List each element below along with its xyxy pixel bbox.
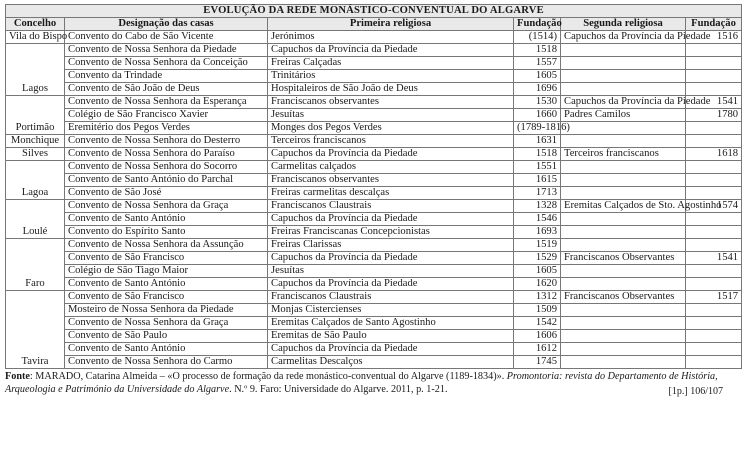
fundacao2-cell bbox=[686, 239, 742, 252]
fundacao2-cell bbox=[686, 265, 742, 278]
concelho-cell: Lagos bbox=[6, 44, 65, 96]
fundacao1-cell: 1745 bbox=[514, 356, 561, 369]
casa-cell: Convento de Nossa Senhora da Conceição bbox=[65, 57, 268, 70]
table-row bbox=[6, 213, 742, 226]
segunda-religiosa-cell bbox=[561, 161, 686, 174]
table-row bbox=[6, 174, 742, 187]
fundacao1-cell: 1542 bbox=[514, 317, 561, 330]
segunda-religiosa-cell bbox=[561, 304, 686, 317]
casa-cell: Convento do Espírito Santo bbox=[65, 226, 268, 239]
primeira-religiosa-cell: Monjas Cistercienses bbox=[268, 304, 514, 317]
fundacao2-cell bbox=[686, 213, 742, 226]
table-row bbox=[6, 265, 742, 278]
casa-cell: Convento de Santo António bbox=[65, 213, 268, 226]
fundacao1-cell: 1696 bbox=[514, 83, 561, 96]
fundacao1-cell: 1615 bbox=[514, 174, 561, 187]
primeira-religiosa-cell: Hospitaleiros de São João de Deus bbox=[268, 83, 514, 96]
segunda-religiosa-cell bbox=[561, 239, 686, 252]
casa-cell: Colégio de São Francisco Xavier bbox=[65, 109, 268, 122]
fundacao1-cell: 1557 bbox=[514, 57, 561, 70]
fundacao1-cell: 1530 bbox=[514, 96, 561, 109]
segunda-religiosa-cell: Terceiros franciscanos bbox=[561, 148, 686, 161]
fundacao1-cell: 1509 bbox=[514, 304, 561, 317]
primeira-religiosa-cell: Freiras Clarissas bbox=[268, 239, 514, 252]
fundacao2-cell bbox=[686, 122, 742, 135]
casa-cell: Convento da Trindade bbox=[65, 70, 268, 83]
segunda-religiosa-cell bbox=[561, 213, 686, 226]
primeira-religiosa-cell: Capuchos da Província da Piedade bbox=[268, 343, 514, 356]
casa-cell: Convento de São José bbox=[65, 187, 268, 200]
fundacao1-cell: 1519 bbox=[514, 239, 561, 252]
table-row bbox=[6, 317, 742, 330]
fundacao2-cell bbox=[686, 187, 742, 200]
casa-cell: Convento de Nossa Senhora da Graça bbox=[65, 200, 268, 213]
primeira-religiosa-cell: Freiras carmelitas descalças bbox=[268, 187, 514, 200]
casa-cell: Convento do Cabo de São Vicente bbox=[65, 31, 268, 44]
casa-cell: Convento de Nossa Senhora do Paraíso bbox=[65, 148, 268, 161]
segunda-religiosa-cell bbox=[561, 122, 686, 135]
fundacao1-cell: (1514) bbox=[514, 31, 561, 44]
casa-cell: Convento de Nossa Senhora do Carmo bbox=[65, 356, 268, 369]
fundacao2-cell bbox=[686, 161, 742, 174]
casa-cell: Colégio de São Tiago Maior bbox=[65, 265, 268, 278]
fundacao2-cell bbox=[686, 135, 742, 148]
concelho-cell: Faro bbox=[6, 239, 65, 291]
table-row bbox=[6, 57, 742, 70]
primeira-religiosa-cell: Eremitas de São Paulo bbox=[268, 330, 514, 343]
primeira-religiosa-cell: Capuchos da Província da Piedade bbox=[268, 148, 514, 161]
concelho-cell: Tavira bbox=[6, 291, 65, 369]
primeira-religiosa-cell: Capuchos da Província da Piedade bbox=[268, 44, 514, 57]
page-content bbox=[5, 4, 741, 396]
segunda-religiosa-cell bbox=[561, 57, 686, 70]
page-number: [1p.] 106/107 bbox=[668, 385, 723, 397]
segunda-religiosa-cell bbox=[561, 135, 686, 148]
table-row bbox=[6, 278, 742, 291]
column-header: Concelho bbox=[6, 18, 65, 31]
table-body bbox=[6, 31, 742, 369]
header-row bbox=[6, 18, 742, 31]
fundacao1-cell: 1631 bbox=[514, 135, 561, 148]
concelho-cell: Vila do Bispo bbox=[6, 31, 65, 44]
primeira-religiosa-cell: Trinitários bbox=[268, 70, 514, 83]
segunda-religiosa-cell: Franciscanos Observantes bbox=[561, 291, 686, 304]
fundacao2-cell: 1618 bbox=[686, 148, 742, 161]
casa-cell: Eremitério dos Pegos Verdes bbox=[65, 122, 268, 135]
table-row bbox=[6, 291, 742, 304]
primeira-religiosa-cell: Carmelitas Descalços bbox=[268, 356, 514, 369]
fundacao1-cell: 1605 bbox=[514, 70, 561, 83]
table-row bbox=[6, 200, 742, 213]
table-row bbox=[6, 70, 742, 83]
segunda-religiosa-cell bbox=[561, 44, 686, 57]
fundacao2-cell bbox=[686, 70, 742, 83]
fundacao1-cell: 1693 bbox=[514, 226, 561, 239]
segunda-religiosa-cell: Franciscanos Observantes bbox=[561, 252, 686, 265]
table-row bbox=[6, 356, 742, 369]
segunda-religiosa-cell bbox=[561, 265, 686, 278]
fundacao2-cell bbox=[686, 304, 742, 317]
fundacao2-cell bbox=[686, 83, 742, 96]
fundacao2-cell bbox=[686, 278, 742, 291]
table-row bbox=[6, 148, 742, 161]
casa-cell: Mosteiro de Nossa Senhora da Piedade bbox=[65, 304, 268, 317]
fundacao2-cell: 1516 bbox=[686, 31, 742, 44]
fundacao2-cell: 1517 bbox=[686, 291, 742, 304]
fundacao2-cell: 1574 bbox=[686, 200, 742, 213]
table-row bbox=[6, 135, 742, 148]
fundacao1-cell: 1518 bbox=[514, 44, 561, 57]
segunda-religiosa-cell: Padres Camilos bbox=[561, 109, 686, 122]
primeira-religiosa-cell: Freiras Franciscanas Concepcionistas bbox=[268, 226, 514, 239]
table-row bbox=[6, 44, 742, 57]
fundacao2-cell: 1780 bbox=[686, 109, 742, 122]
fundacao2-cell bbox=[686, 44, 742, 57]
primeira-religiosa-cell: Franciscanos Claustrais bbox=[268, 291, 514, 304]
segunda-religiosa-cell bbox=[561, 356, 686, 369]
casa-cell: Convento de São Paulo bbox=[65, 330, 268, 343]
concelho-cell: Silves bbox=[6, 148, 65, 161]
casa-cell: Convento de Santo António bbox=[65, 278, 268, 291]
table-row bbox=[6, 226, 742, 239]
source-text-after: . N.º 9. Faro: Universidade do Algarve. 2011, p. 1-21. bbox=[229, 383, 448, 395]
table-row bbox=[6, 239, 742, 252]
fundacao1-cell: 1606 bbox=[514, 330, 561, 343]
table-title: EVOLUÇÃO DA REDE MONÁSTICO-CONVENTUAL DO ALGARVE bbox=[6, 5, 742, 18]
casa-cell: Convento de Nossa Senhora do Socorro bbox=[65, 161, 268, 174]
casa-cell: Convento de Santo António bbox=[65, 343, 268, 356]
primeira-religiosa-cell: Freiras Calçadas bbox=[268, 57, 514, 70]
table-row bbox=[6, 304, 742, 317]
casa-cell: Convento de Nossa Senhora da Assunção bbox=[65, 239, 268, 252]
fundacao2-cell bbox=[686, 356, 742, 369]
fundacao2-cell: 1541 bbox=[686, 252, 742, 265]
table-row bbox=[6, 96, 742, 109]
segunda-religiosa-cell bbox=[561, 278, 686, 291]
fundacao1-cell: 1713 bbox=[514, 187, 561, 200]
primeira-religiosa-cell: Franciscanos observantes bbox=[268, 96, 514, 109]
table-row bbox=[6, 187, 742, 200]
fundacao1-cell: 1620 bbox=[514, 278, 561, 291]
fundacao1-cell: 1518 bbox=[514, 148, 561, 161]
fundacao2-cell bbox=[686, 174, 742, 187]
primeira-religiosa-cell: Eremitas Calçados de Santo Agostinho bbox=[268, 317, 514, 330]
fundacao2-cell: 1541 bbox=[686, 96, 742, 109]
casa-cell: Convento de Nossa Senhora da Esperança bbox=[65, 96, 268, 109]
column-header: Fundação bbox=[686, 18, 742, 31]
primeira-religiosa-cell: Terceiros franciscanos bbox=[268, 135, 514, 148]
segunda-religiosa-cell bbox=[561, 187, 686, 200]
fundacao1-cell: 1605 bbox=[514, 265, 561, 278]
primeira-religiosa-cell: Monges dos Pegos Verdes bbox=[268, 122, 514, 135]
primeira-religiosa-cell: Capuchos da Província da Piedade bbox=[268, 278, 514, 291]
segunda-religiosa-cell bbox=[561, 226, 686, 239]
fundacao2-cell bbox=[686, 317, 742, 330]
table-row bbox=[6, 83, 742, 96]
segunda-religiosa-cell: Capuchos da Província da Piedade bbox=[561, 96, 686, 109]
segunda-religiosa-cell bbox=[561, 70, 686, 83]
source-journal: Promontoria: revista do Departamento de História, Arqueologia e Património da Universidade do Algarve bbox=[5, 371, 718, 395]
segunda-religiosa-cell: Capuchos da Província da Piedade bbox=[561, 31, 686, 44]
convent-table bbox=[5, 4, 742, 369]
segunda-religiosa-cell bbox=[561, 330, 686, 343]
table-row bbox=[6, 252, 742, 265]
table-row bbox=[6, 330, 742, 343]
casa-cell: Convento de Nossa Senhora da Piedade bbox=[65, 44, 268, 57]
fundacao2-cell bbox=[686, 330, 742, 343]
segunda-religiosa-cell: Eremitas Calçados de Sto. Agostinho bbox=[561, 200, 686, 213]
casa-cell: Convento de São Francisco bbox=[65, 252, 268, 265]
primeira-religiosa-cell: Franciscanos observantes bbox=[268, 174, 514, 187]
casa-cell: Convento de Nossa Senhora do Desterro bbox=[65, 135, 268, 148]
concelho-cell: Lagoa bbox=[6, 161, 65, 200]
table-row bbox=[6, 161, 742, 174]
column-header: Segunda religiosa bbox=[561, 18, 686, 31]
primeira-religiosa-cell: Capuchos da Província da Piedade bbox=[268, 213, 514, 226]
table-row bbox=[6, 109, 742, 122]
fundacao1-cell: 1546 bbox=[514, 213, 561, 226]
concelho-cell: Loulé bbox=[6, 200, 65, 239]
source-label: Fonte bbox=[5, 371, 30, 382]
table-row bbox=[6, 122, 742, 135]
primeira-religiosa-cell: Franciscanos Claustrais bbox=[268, 200, 514, 213]
fundacao2-cell bbox=[686, 343, 742, 356]
fundacao1-cell: 1612 bbox=[514, 343, 561, 356]
source-citation bbox=[5, 371, 741, 396]
primeira-religiosa-cell: Jesuítas bbox=[268, 265, 514, 278]
fundacao1-cell: 1551 bbox=[514, 161, 561, 174]
casa-cell: Convento de Santo António do Parchal bbox=[65, 174, 268, 187]
primeira-religiosa-cell: Capuchos da Província da Piedade bbox=[268, 252, 514, 265]
segunda-religiosa-cell bbox=[561, 174, 686, 187]
segunda-religiosa-cell bbox=[561, 317, 686, 330]
column-header: Primeira religiosa bbox=[268, 18, 514, 31]
concelho-cell: Monchique bbox=[6, 135, 65, 148]
primeira-religiosa-cell: Jerónimos bbox=[268, 31, 514, 44]
table-row bbox=[6, 31, 742, 44]
column-header: Fundação bbox=[514, 18, 561, 31]
casa-cell: Convento de São João de Deus bbox=[65, 83, 268, 96]
concelho-cell: Portimão bbox=[6, 96, 65, 135]
fundacao1-cell: (1789-1816) bbox=[514, 122, 561, 135]
fundacao2-cell bbox=[686, 57, 742, 70]
fundacao1-cell: 1660 bbox=[514, 109, 561, 122]
fundacao2-cell bbox=[686, 226, 742, 239]
fundacao1-cell: 1312 bbox=[514, 291, 561, 304]
fundacao1-cell: 1529 bbox=[514, 252, 561, 265]
casa-cell: Convento de São Francisco bbox=[65, 291, 268, 304]
source-text-before: : MARADO, Catarina Almeida – «O processo de formação da rede monástico-conventual do Algarve (1189-1834)». bbox=[29, 371, 507, 382]
primeira-religiosa-cell: Jesuítas bbox=[268, 109, 514, 122]
casa-cell: Convento de Nossa Senhora da Graça bbox=[65, 317, 268, 330]
column-header: Designação das casas bbox=[65, 18, 268, 31]
primeira-religiosa-cell: Carmelitas calçados bbox=[268, 161, 514, 174]
segunda-religiosa-cell bbox=[561, 83, 686, 96]
fundacao1-cell: 1328 bbox=[514, 200, 561, 213]
table-row bbox=[6, 343, 742, 356]
segunda-religiosa-cell bbox=[561, 343, 686, 356]
